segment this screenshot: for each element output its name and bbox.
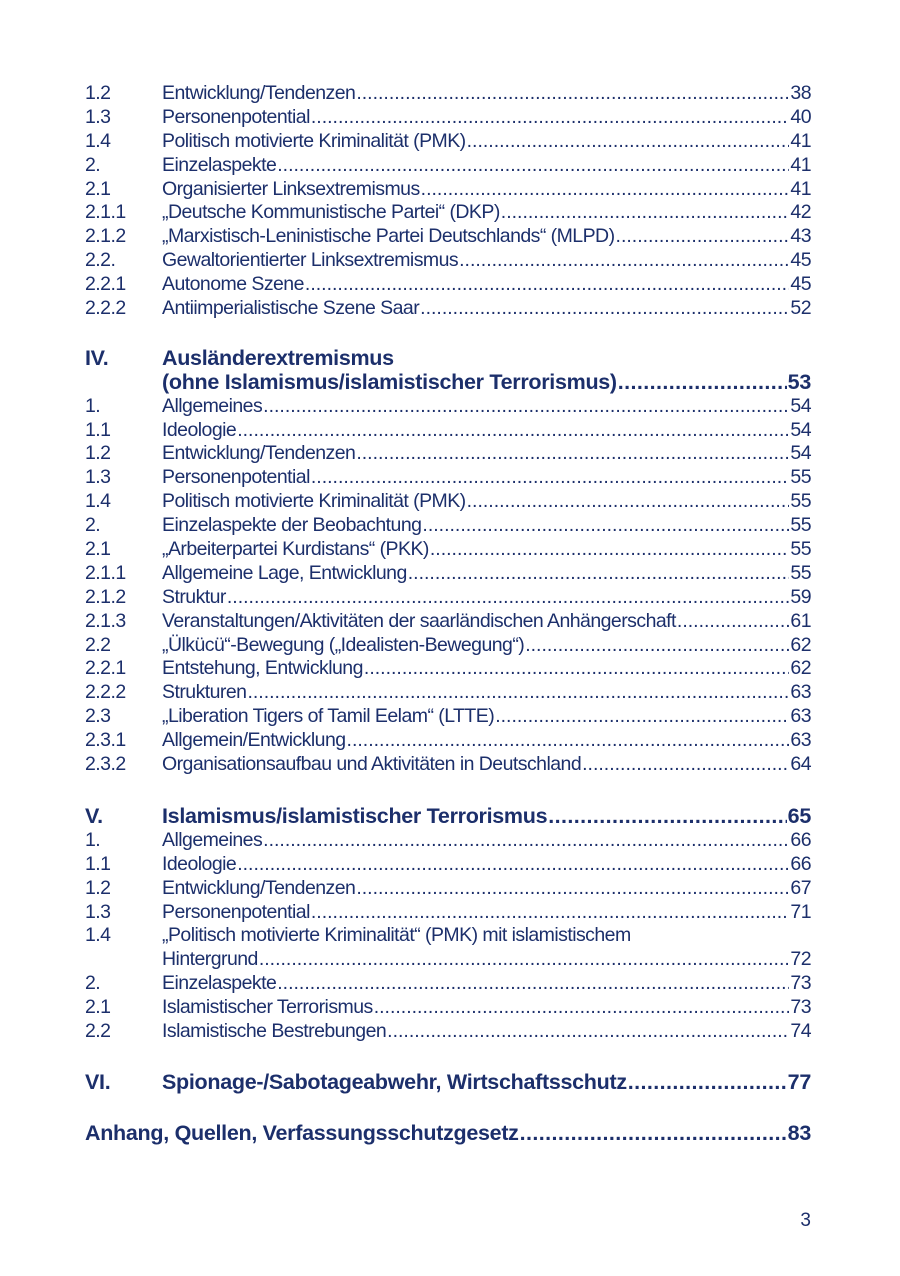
toc-entry-title: Einzelaspekte der Beobachtung (162, 514, 422, 537)
toc-page-number: 41 (790, 129, 811, 152)
toc-entry-number: 1. (85, 828, 101, 851)
toc-page-number: 61 (790, 609, 811, 632)
toc-heading-title: Spionage-/Sabotageabwehr, Wirtschaftsschutz (162, 1069, 627, 1094)
toc-leader-dots (408, 562, 790, 586)
toc-leader-dots (277, 154, 789, 178)
toc-page-number: 41 (790, 177, 811, 200)
toc-entry-title: Personenpotential (162, 105, 310, 128)
toc-entry-title: Politisch motivierte Kriminalität (PMK) (162, 129, 466, 152)
toc-entry-number: 2.3.2 (85, 753, 126, 776)
toc-entry[interactable] (85, 853, 811, 877)
toc-leader-dots (311, 466, 790, 490)
toc-entry[interactable] (85, 829, 811, 853)
toc-leader-dots (263, 829, 789, 853)
toc-entry-number: 1.4 (85, 129, 111, 152)
toc-entry-number: 2. (85, 514, 101, 537)
toc-section-v-items-2 (85, 972, 811, 1044)
toc-heading-iv-line2[interactable] (85, 371, 811, 395)
toc-page-number: 66 (790, 828, 811, 851)
toc-page-number: 77 (787, 1069, 811, 1094)
toc-entry-title: Organisationsaufbau und Aktivitäten in Deutschland (162, 753, 582, 776)
toc-entry-title: Strukturen (162, 681, 247, 704)
toc-heading-v[interactable] (85, 805, 811, 829)
toc-section-v (85, 805, 811, 1044)
toc-page-number: 67 (790, 876, 811, 899)
toc-entry[interactable] (85, 297, 811, 321)
toc-page-number: 65 (787, 803, 811, 828)
toc-page-number: 63 (790, 705, 811, 728)
toc-entry[interactable] (85, 106, 811, 130)
toc-entry[interactable] (85, 178, 811, 202)
toc-entry[interactable] (85, 490, 811, 514)
spacer (85, 1095, 811, 1122)
toc-page-number: 45 (790, 273, 811, 296)
toc-leader-dots (356, 82, 789, 106)
toc-page-number: 73 (790, 996, 811, 1019)
toc-entry-number: 2.2.1 (85, 273, 126, 296)
table-of-contents (85, 82, 811, 1146)
toc-leader-dots (420, 297, 789, 321)
toc-page-number: 55 (790, 514, 811, 537)
toc-heading-number: VI. (85, 1069, 111, 1094)
toc-entry[interactable] (85, 514, 811, 538)
toc-page-number: 53 (787, 369, 811, 394)
toc-heading-title: Anhang, Quellen, Verfassungsschutzgesetz (85, 1120, 519, 1145)
toc-entry[interactable] (85, 442, 811, 466)
toc-page-number: 55 (790, 561, 811, 584)
toc-leader-dots (520, 1122, 787, 1146)
toc-page-number: 63 (790, 681, 811, 704)
toc-leader-dots (347, 729, 790, 753)
toc-entry-title: Politisch motivierte Kriminalität (PMK) (162, 490, 466, 513)
toc-page-number: 43 (790, 225, 811, 248)
toc-leader-dots (387, 1020, 789, 1044)
toc-leader-dots (237, 419, 789, 443)
toc-leader-dots (467, 130, 790, 154)
toc-leader-dots (237, 853, 789, 877)
toc-entry[interactable] (85, 130, 811, 154)
toc-entry-title: Struktur (162, 585, 226, 608)
toc-leader-dots (259, 948, 790, 972)
toc-entry-title: „Marxistisch-Leninistische Partei Deutschlands“ (MLPD) (162, 225, 615, 248)
toc-entry[interactable] (85, 419, 811, 443)
toc-entry-title: „Ülkücü“-Bewegung („Idealisten-Bewegung“) (162, 633, 525, 656)
toc-leader-dots (227, 586, 790, 610)
toc-entry-number: 2.2.2 (85, 681, 126, 704)
toc-entry-title: Entstehung, Entwicklung (162, 657, 363, 680)
toc-entry[interactable] (85, 395, 811, 419)
toc-entry-number: 2.1 (85, 996, 111, 1019)
toc-entry-title: Islamistischer Terrorismus (162, 996, 373, 1019)
toc-leader-dots (374, 996, 790, 1020)
toc-page-number: 71 (790, 900, 811, 923)
toc-entry[interactable] (85, 538, 811, 562)
toc-entry-title: Allgemein/Entwicklung (162, 729, 346, 752)
toc-entry[interactable] (85, 562, 811, 586)
toc-page-number: 64 (790, 753, 811, 776)
toc-heading-number: IV. (85, 345, 109, 370)
toc-section-v-items (85, 829, 811, 925)
toc-entry[interactable] (85, 273, 811, 297)
toc-entry-number: 1.1 (85, 418, 111, 441)
toc-leader-dots (616, 225, 790, 249)
toc-entry[interactable] (85, 877, 811, 901)
toc-page-number: 54 (790, 394, 811, 417)
toc-entry-title: Gewaltorientierter Linksextremismus (162, 249, 459, 272)
toc-entry-number: 2.2 (85, 1019, 111, 1042)
toc-entry-title: Allgemeines (162, 394, 263, 417)
toc-entry-number: 2.2 (85, 633, 111, 656)
toc-entry-title: Autonome Szene (162, 273, 304, 296)
toc-heading-appendix[interactable] (85, 1122, 811, 1146)
toc-leader-dots (277, 972, 789, 996)
toc-entry[interactable] (85, 996, 811, 1020)
toc-entry-title: Islamistische Bestrebungen (162, 1019, 387, 1042)
toc-entry-pmk[interactable] (85, 924, 811, 948)
toc-page-number: 74 (790, 1019, 811, 1042)
toc-entry[interactable] (85, 634, 811, 658)
toc-page-number: 40 (790, 105, 811, 128)
toc-entry[interactable] (85, 82, 811, 106)
toc-entry[interactable] (85, 154, 811, 178)
toc-entry-number: 2.3.1 (85, 729, 126, 752)
toc-entry-title: Veranstaltungen/Aktivitäten der saarländischen Anhängerschaft (162, 609, 676, 632)
toc-section-iv (85, 347, 811, 777)
toc-entry[interactable] (85, 705, 811, 729)
toc-leader-dots (311, 106, 790, 130)
toc-entry-title: Organisierter Linksextremismus (162, 177, 420, 200)
toc-page-number: 55 (790, 490, 811, 513)
toc-leader-dots (247, 681, 789, 705)
toc-entry-number: 1.4 (85, 490, 111, 513)
spacer (85, 321, 811, 347)
toc-heading-title: (ohne Islamismus/islamistischer Terrorismus) (162, 369, 617, 394)
toc-heading-title: Islamismus/islamistischer Terrorismus (162, 803, 548, 828)
toc-leader-dots (677, 610, 790, 634)
toc-page-number: 42 (790, 201, 811, 224)
toc-leader-dots (548, 805, 786, 829)
toc-entry-title: „Politisch motivierte Kriminalität“ (PMK) mit islamistischem (162, 924, 631, 947)
toc-entry[interactable] (85, 972, 811, 996)
toc-entry-title: Entwicklung/Tendenzen (162, 82, 356, 104)
toc-entry[interactable] (85, 901, 811, 925)
toc-page-number: 62 (790, 633, 811, 656)
toc-page-number: 52 (790, 297, 811, 320)
toc-entry[interactable] (85, 249, 811, 273)
toc-section-iii-continued (85, 82, 811, 321)
toc-page-number: 83 (787, 1120, 811, 1145)
toc-leader-dots (618, 371, 787, 395)
toc-entry-number: 2.2.1 (85, 657, 126, 680)
toc-entry-title: Ideologie (162, 852, 237, 875)
toc-entry-title: Hintergrund (162, 948, 258, 971)
toc-entry[interactable] (85, 681, 811, 705)
toc-entry-title: Einzelaspekte (162, 153, 277, 176)
toc-heading-iv[interactable] (85, 347, 811, 371)
toc-heading-number: V. (85, 803, 103, 828)
toc-leader-dots (356, 877, 789, 901)
toc-entry-title: Entwicklung/Tendenzen (162, 876, 356, 899)
toc-entry-number: 2.2.2 (85, 297, 126, 320)
toc-leader-dots (459, 249, 789, 273)
toc-entry-number: 2.3 (85, 705, 111, 728)
toc-entry-title: „Arbeiterpartei Kurdistans“ (PKK) (162, 538, 429, 561)
toc-entry-number: 2.1.1 (85, 201, 126, 224)
spacer (85, 777, 811, 805)
toc-leader-dots (467, 490, 790, 514)
toc-page-number: 45 (790, 249, 811, 272)
toc-leader-dots (263, 395, 789, 419)
toc-leader-dots (305, 273, 790, 297)
toc-leader-dots (430, 538, 790, 562)
toc-entry-title: Einzelaspekte (162, 972, 277, 995)
toc-entry-number: 1.3 (85, 466, 111, 489)
toc-heading-title: Ausländerextremismus (162, 345, 394, 370)
toc-leader-dots (364, 657, 790, 681)
toc-entry-pmk-line2[interactable] (85, 948, 811, 972)
toc-entry-title: „Liberation Tigers of Tamil Eelam“ (LTTE) (162, 705, 495, 728)
toc-entry[interactable] (85, 225, 811, 249)
toc-entry-number: 2.1.3 (85, 609, 126, 632)
toc-entry[interactable] (85, 753, 811, 777)
toc-leader-dots (421, 178, 790, 202)
toc-entry-number: 1.2 (85, 442, 111, 465)
toc-entry-number: 2. (85, 972, 101, 995)
toc-entry-title: Antiimperialistische Szene Saar (162, 297, 420, 320)
toc-entry[interactable] (85, 657, 811, 681)
toc-page-number: 54 (790, 442, 811, 465)
toc-leader-dots (495, 705, 789, 729)
toc-entry-number: 1. (85, 394, 101, 417)
toc-section-iv-items (85, 395, 811, 777)
toc-entry-number: 1.1 (85, 852, 111, 875)
toc-page-number: 62 (790, 657, 811, 680)
toc-entry-number: 2.1.2 (85, 225, 126, 248)
toc-leader-dots (501, 201, 790, 225)
toc-leader-dots (356, 442, 789, 466)
toc-entry-number: 1.3 (85, 900, 111, 923)
toc-entry-title: Personenpotential (162, 466, 310, 489)
toc-entry[interactable] (85, 1020, 811, 1044)
toc-entry-number: 1.4 (85, 924, 111, 947)
toc-entry-title: Allgemeine Lage, Entwicklung (162, 561, 407, 584)
toc-heading-vi[interactable] (85, 1071, 811, 1095)
toc-entry[interactable] (85, 466, 811, 490)
toc-entry-title: „Deutsche Kommunistische Partei“ (DKP) (162, 201, 500, 224)
spacer (85, 1044, 811, 1071)
toc-leader-dots (422, 514, 789, 538)
toc-entry-number: 1.2 (85, 82, 111, 104)
toc-page-number: 72 (790, 948, 811, 971)
toc-page-number: 73 (790, 972, 811, 995)
toc-entry-title: Personenpotential (162, 900, 310, 923)
toc-entry-number: 2.1 (85, 538, 111, 561)
page-number: 3 (800, 1210, 811, 1231)
toc-entry[interactable] (85, 201, 811, 225)
toc-page-number: 63 (790, 729, 811, 752)
toc-entry[interactable] (85, 610, 811, 634)
toc-entry[interactable] (85, 729, 811, 753)
toc-page-number: 55 (790, 466, 811, 489)
toc-entry-number: 2.1 (85, 177, 111, 200)
toc-entry[interactable] (85, 586, 811, 610)
toc-page-number: 54 (790, 418, 811, 441)
toc-entry-number: 2.1.1 (85, 561, 126, 584)
toc-entry-title: Ideologie (162, 418, 237, 441)
toc-page-number: 66 (790, 852, 811, 875)
toc-entry-number: 2. (85, 153, 101, 176)
toc-page-number: 55 (790, 538, 811, 561)
toc-leader-dots (311, 901, 790, 925)
toc-entry-number: 1.3 (85, 105, 111, 128)
toc-page-number: 38 (790, 82, 811, 104)
toc-entry-title: Allgemeines (162, 828, 263, 851)
toc-page-number: 41 (790, 153, 811, 176)
toc-entry-title: Entwicklung/Tendenzen (162, 442, 356, 465)
toc-entry-number: 1.2 (85, 876, 111, 899)
toc-entry-number: 2.2. (85, 249, 116, 272)
toc-leader-dots (628, 1071, 787, 1095)
toc-entry-number: 2.1.2 (85, 585, 126, 608)
toc-page-number: 59 (790, 585, 811, 608)
toc-leader-dots (525, 634, 789, 658)
toc-leader-dots (582, 753, 789, 777)
